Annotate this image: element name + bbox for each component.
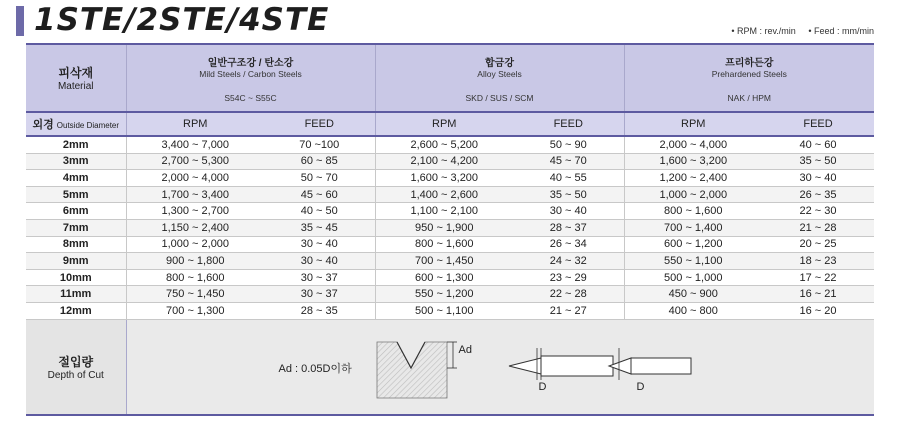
rpm-cell: 1,600 ~ 3,200	[375, 170, 513, 187]
table-row	[26, 203, 874, 220]
feed-header: FEED	[264, 112, 375, 136]
table-row	[26, 153, 874, 170]
rpm-cell: 550 ~ 1,200	[375, 286, 513, 303]
diameter-cell: 3mm	[26, 153, 126, 170]
feed-cell: 40 ~ 55	[513, 170, 624, 187]
rpm-cell: 950 ~ 1,900	[375, 219, 513, 236]
material-label-en: Material	[57, 81, 94, 92]
group-label-kr: 프리하든강	[725, 57, 774, 69]
diameter-cell: 12mm	[26, 302, 126, 319]
table-row	[26, 186, 874, 203]
cutting-condition-table	[26, 43, 874, 416]
title-accent-bar	[16, 6, 24, 36]
group-grade: SKD / SUS / SCM	[465, 92, 534, 103]
table-row	[26, 170, 874, 187]
feed-cell: 22 ~ 28	[513, 286, 624, 303]
depth-of-cut-label	[26, 319, 126, 415]
feed-cell: 23 ~ 29	[513, 269, 624, 286]
feed-header: FEED	[762, 112, 874, 136]
diameter-cell: 7mm	[26, 219, 126, 236]
feed-cell: 22 ~ 30	[762, 203, 874, 220]
rpm-cell: 1,100 ~ 2,100	[375, 203, 513, 220]
rpm-cell: 750 ~ 1,450	[126, 286, 264, 303]
feed-cell: 45 ~ 70	[513, 153, 624, 170]
table-row	[26, 269, 874, 286]
depth-label-kr: 절입량	[58, 354, 94, 369]
rpm-unit: • RPM : rev./min	[731, 26, 796, 36]
od-label-en: Outside Diameter	[56, 121, 120, 130]
feed-cell: 24 ~ 32	[513, 253, 624, 270]
diameter-cell: 8mm	[26, 236, 126, 253]
table-row	[26, 219, 874, 236]
feed-header: FEED	[513, 112, 624, 136]
diameter-cell: 5mm	[26, 186, 126, 203]
feed-cell: 18 ~ 23	[762, 253, 874, 270]
rpm-cell: 1,600 ~ 3,200	[624, 153, 762, 170]
group-header-alloy-steels	[375, 44, 624, 112]
feed-cell: 17 ~ 22	[762, 269, 874, 286]
feed-cell: 21 ~ 27	[513, 302, 624, 319]
rpm-cell: 550 ~ 1,100	[624, 253, 762, 270]
feed-cell: 70 ~100	[264, 136, 375, 153]
depth-label-en: Depth of Cut	[47, 369, 104, 381]
feed-cell: 26 ~ 35	[762, 186, 874, 203]
group-label-en: Prehardened Steels	[711, 68, 787, 79]
table-row	[26, 302, 874, 319]
feed-cell: 21 ~ 28	[762, 219, 874, 236]
group-label-en: Alloy Steels	[477, 68, 522, 79]
feed-cell: 16 ~ 20	[762, 302, 874, 319]
rpm-cell: 1,000 ~ 2,000	[624, 186, 762, 203]
diameter-cell: 11mm	[26, 286, 126, 303]
rpm-cell: 900 ~ 1,800	[126, 253, 264, 270]
feed-cell: 30 ~ 37	[264, 269, 375, 286]
diameter-cell: 9mm	[26, 253, 126, 270]
table-row	[26, 136, 874, 153]
group-label-kr: 합금강	[485, 57, 514, 69]
feed-cell: 26 ~ 34	[513, 236, 624, 253]
rpm-cell: 2,000 ~ 4,000	[126, 170, 264, 187]
depth-formula: Ad : 0.05D이하	[278, 362, 352, 375]
rpm-cell: 1,400 ~ 2,600	[375, 186, 513, 203]
feed-cell: 35 ~ 50	[513, 186, 624, 203]
material-header-row	[26, 44, 874, 112]
diameter-cell: 10mm	[26, 269, 126, 286]
ad-dimension-label: Ad	[458, 343, 472, 356]
feed-cell: 50 ~ 90	[513, 136, 624, 153]
feed-cell: 40 ~ 50	[264, 203, 375, 220]
depth-of-cut-row	[26, 319, 874, 415]
group-header-mild-steels	[126, 44, 375, 112]
outside-diameter-header	[26, 112, 126, 136]
feed-unit: • Feed : mm/min	[808, 26, 874, 36]
rpm-cell: 2,600 ~ 5,200	[375, 136, 513, 153]
rpm-cell: 1,000 ~ 2,000	[126, 236, 264, 253]
feed-cell: 30 ~ 40	[762, 170, 874, 187]
feed-cell: 28 ~ 35	[264, 302, 375, 319]
diameter-cell: 6mm	[26, 203, 126, 220]
rpm-cell: 500 ~ 1,000	[624, 269, 762, 286]
rpm-cell: 450 ~ 900	[624, 286, 762, 303]
rpm-header: RPM	[375, 112, 513, 136]
rpm-cell: 800 ~ 1,600	[126, 269, 264, 286]
feed-cell: 35 ~ 50	[762, 153, 874, 170]
feed-cell: 30 ~ 40	[264, 236, 375, 253]
rpm-cell: 800 ~ 1,600	[624, 203, 762, 220]
units-note	[721, 26, 874, 36]
group-header-prehardened-steels	[624, 44, 874, 112]
page-title: 1STE/2STE/4STE	[34, 2, 330, 38]
feed-cell: 30 ~ 40	[264, 253, 375, 270]
feed-cell: 28 ~ 37	[513, 219, 624, 236]
rpm-cell: 600 ~ 1,200	[624, 236, 762, 253]
rpm-cell: 500 ~ 1,100	[375, 302, 513, 319]
tool-tip-diagram-1	[507, 346, 617, 388]
table-row	[26, 253, 874, 270]
rpm-cell: 2,100 ~ 4,200	[375, 153, 513, 170]
rpm-cell: 1,700 ~ 3,400	[126, 186, 264, 203]
rpm-cell: 600 ~ 1,300	[375, 269, 513, 286]
feed-cell: 20 ~ 25	[762, 236, 874, 253]
rpm-header: RPM	[624, 112, 762, 136]
group-label-kr: 일반구조강 / 탄소강	[207, 57, 294, 69]
column-header-row	[26, 112, 874, 136]
feed-cell: 35 ~ 45	[264, 219, 375, 236]
tool-tip-diagram-2	[607, 346, 697, 388]
rpm-cell: 700 ~ 1,400	[624, 219, 762, 236]
feed-cell: 16 ~ 21	[762, 286, 874, 303]
diameter-cell: 2mm	[26, 136, 126, 153]
rpm-cell: 1,200 ~ 2,400	[624, 170, 762, 187]
table-row	[26, 236, 874, 253]
rpm-cell: 1,300 ~ 2,700	[126, 203, 264, 220]
rpm-cell: 3,400 ~ 7,000	[126, 136, 264, 153]
rpm-cell: 2,000 ~ 4,000	[624, 136, 762, 153]
rpm-cell: 2,700 ~ 5,300	[126, 153, 264, 170]
feed-cell: 45 ~ 60	[264, 186, 375, 203]
rpm-cell: 800 ~ 1,600	[375, 236, 513, 253]
table-row	[26, 286, 874, 303]
group-grade: NAK / HPM	[727, 92, 771, 103]
rpm-cell: 400 ~ 800	[624, 302, 762, 319]
rpm-cell: 700 ~ 1,450	[375, 253, 513, 270]
feed-cell: 60 ~ 85	[264, 153, 375, 170]
depth-of-cut-diagram-area	[126, 319, 874, 415]
d-dimension-label-2: D	[636, 380, 645, 393]
material-label-kr: 피삭재	[58, 66, 94, 80]
group-label-en: Mild Steels / Carbon Steels	[199, 68, 302, 79]
feed-cell: 40 ~ 60	[762, 136, 874, 153]
rpm-header: RPM	[126, 112, 264, 136]
rpm-cell: 1,150 ~ 2,400	[126, 219, 264, 236]
feed-cell: 30 ~ 37	[264, 286, 375, 303]
feed-cell: 30 ~ 40	[513, 203, 624, 220]
group-grade: S54C ~ S55C	[224, 92, 277, 103]
diameter-cell: 4mm	[26, 170, 126, 187]
rpm-cell: 700 ~ 1,300	[126, 302, 264, 319]
d-dimension-label-1: D	[538, 380, 547, 393]
feed-cell: 50 ~ 70	[264, 170, 375, 187]
material-header	[26, 44, 126, 112]
od-label-kr: 외경	[32, 119, 54, 131]
